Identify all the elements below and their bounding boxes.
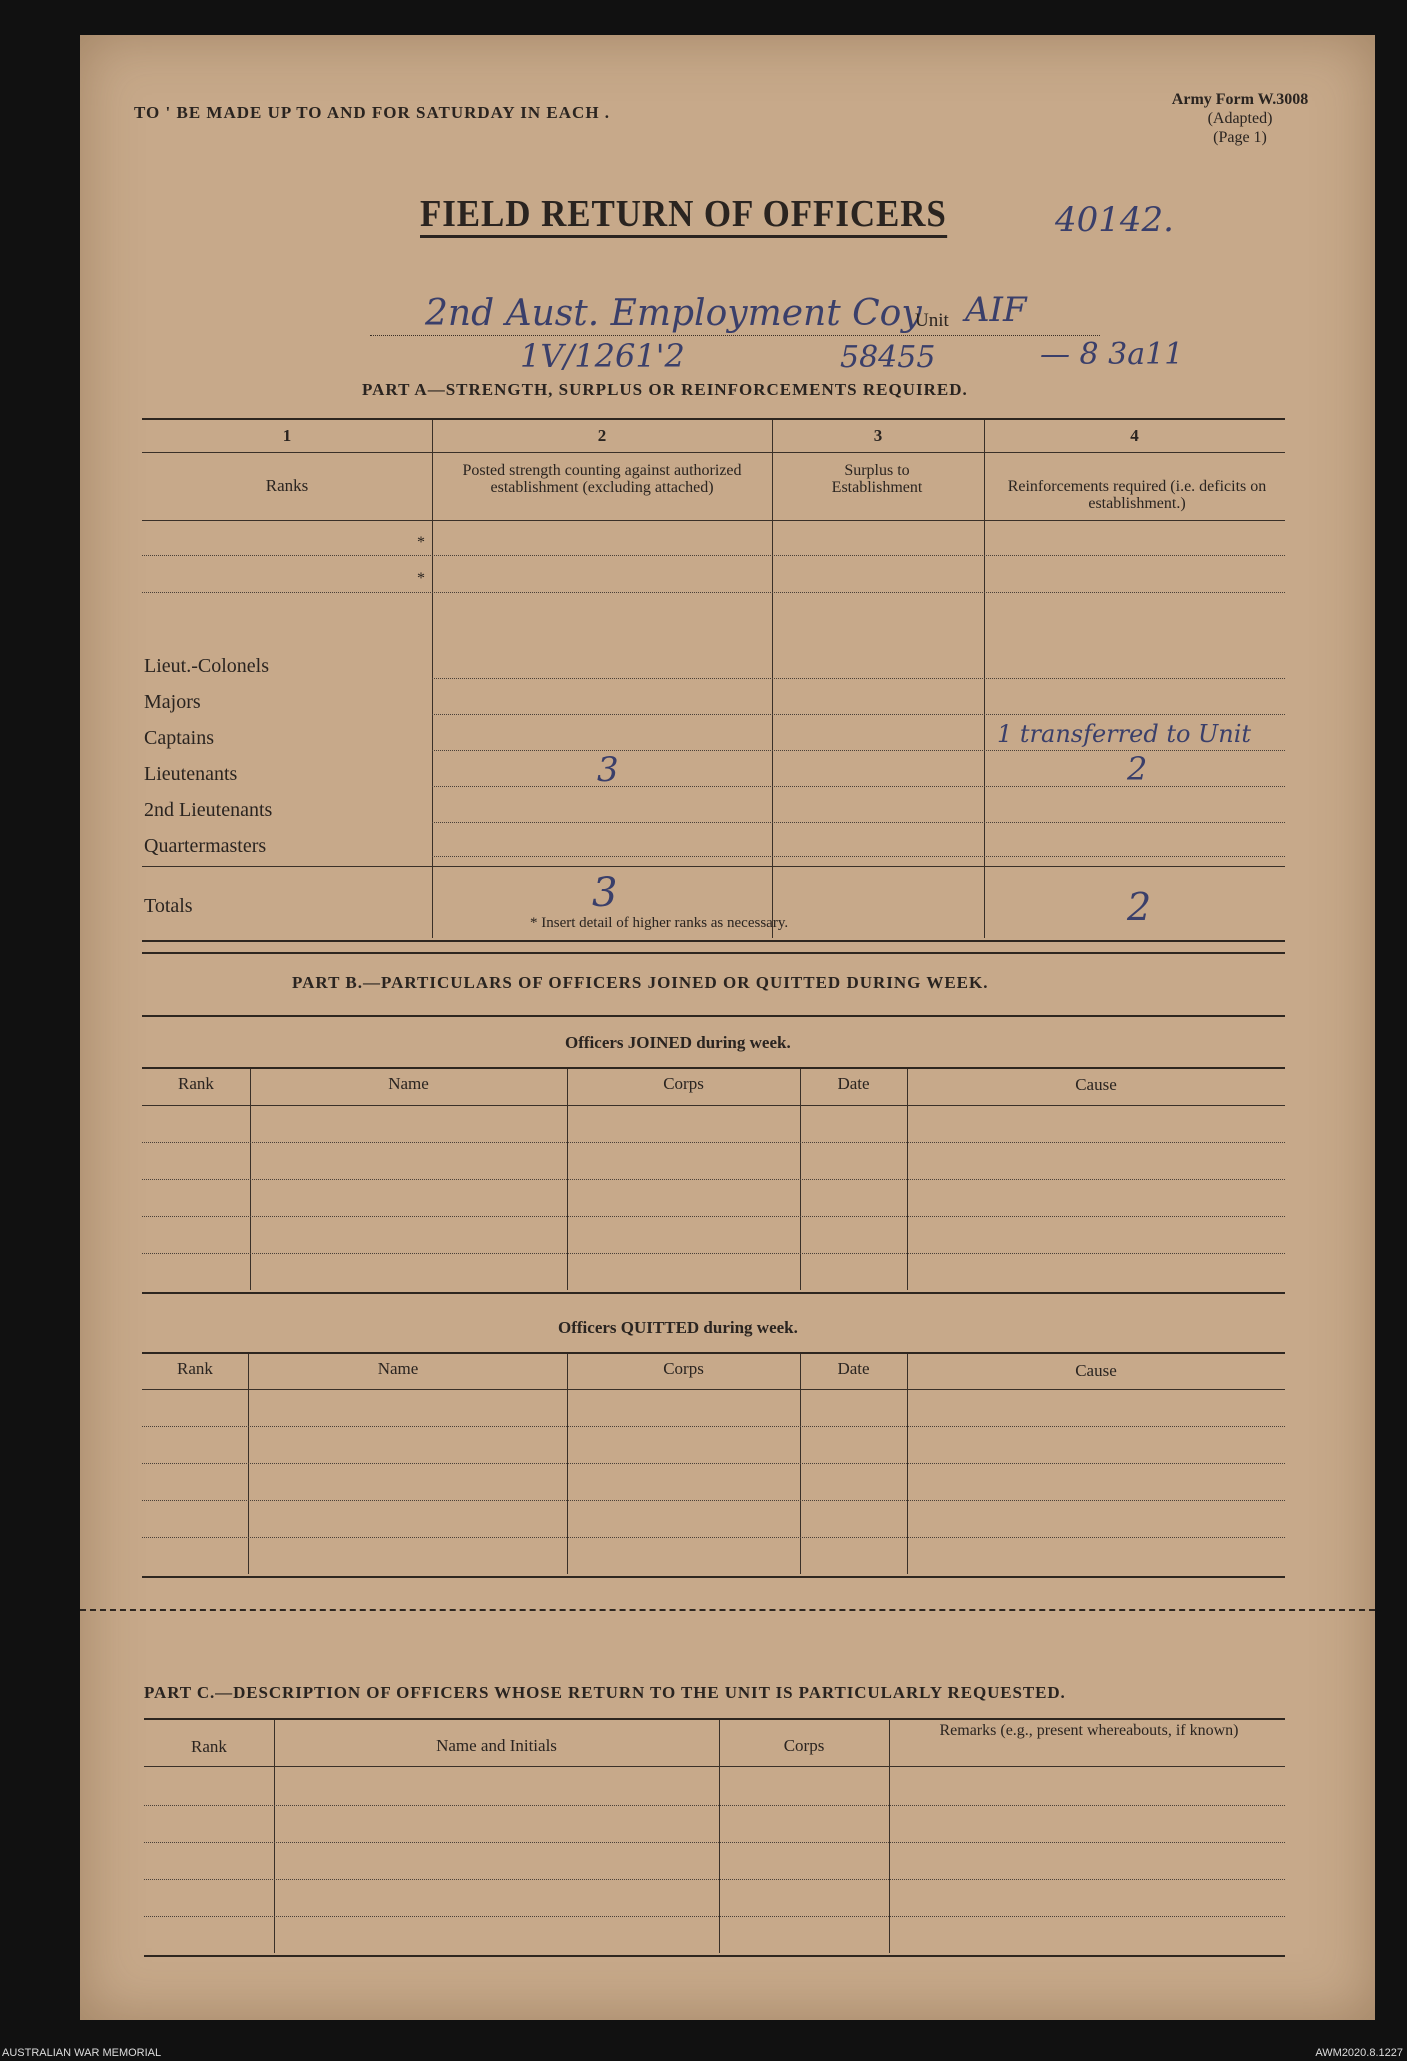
unit-suffix-handwritten: AIF <box>965 290 1027 330</box>
joined-col-name: Name <box>388 1074 429 1093</box>
quitted-col-rank: Rank <box>177 1359 213 1378</box>
quitted-col-corps: Corps <box>663 1359 704 1378</box>
part-c-col-remarks: Remarks (e.g., present whereabouts, if known) <box>939 1722 1239 1739</box>
asterisk-1: * <box>417 534 425 551</box>
col-head-ranks: Ranks <box>265 476 309 495</box>
col-head-posted: Posted strength counting against authorized establishment (excluding attached) <box>462 462 742 496</box>
totals-posted-value: 3 <box>592 870 618 916</box>
part-c-heading: PART C.—DESCRIPTION OF OFFICERS WHOSE RETURN TO THE UNIT IS PARTICULARLY REQUESTED. <box>144 1683 1066 1702</box>
part-a-heading: PART A—STRENGTH, SURPLUS OR REINFORCEMENTS REQUIRED. <box>362 380 968 399</box>
asterisk-2: * <box>417 570 425 587</box>
lieutenants-reinforcement-value: 2 <box>1127 750 1148 788</box>
form-page: (Page 1) <box>1213 129 1267 146</box>
part-a-table <box>142 418 1285 942</box>
tear-line <box>80 1609 1375 1611</box>
rank-quartermasters: Quartermasters <box>144 835 267 857</box>
form-number: Army Form W.3008 <box>1171 91 1309 108</box>
joined-col-corps: Corps <box>663 1074 704 1093</box>
joined-col-date: Date <box>837 1074 870 1093</box>
lieutenants-posted-value: 3 <box>597 750 619 790</box>
footer-left: AUSTRALIAN WAR MEMORIAL <box>2 2047 162 2059</box>
title-note: 40142. <box>1055 200 1174 240</box>
col-number-1: 1 <box>282 426 292 445</box>
unit-handwritten: 2nd Aust. Employment Coy <box>425 293 922 334</box>
rank-2nd-lieutenants: 2nd Lieutenants <box>144 799 273 821</box>
unit-dotted-line <box>370 335 1100 336</box>
totals-label: Totals <box>144 895 193 917</box>
totals-reinforcement-value: 2 <box>1127 885 1152 929</box>
joined-col-rank: Rank <box>178 1074 214 1093</box>
part-c-col-rank: Rank <box>191 1737 227 1756</box>
part-c-table <box>144 1718 1285 1957</box>
part-c-col-name: Name and Initials <box>436 1736 557 1755</box>
rank-majors: Majors <box>144 691 201 713</box>
col-number-2: 2 <box>597 426 607 445</box>
part-b-heading: PART B.—PARTICULARS OF OFFICERS JOINED OR QUITTED DURING WEEK. <box>292 973 989 992</box>
page-title: FIELD RETURN OF OFFICERS <box>420 193 947 238</box>
unit-label: Unit <box>915 310 949 331</box>
part-a-footnote: * Insert detail of higher ranks as necessary. <box>530 915 789 931</box>
joined-label: Officers JOINED during week. <box>565 1033 791 1052</box>
joined-col-cause: Cause <box>1075 1075 1117 1094</box>
col-head-surplus: Surplus to Establishment <box>831 462 923 496</box>
col-number-4: 4 <box>1130 426 1139 445</box>
form-paper <box>80 35 1375 2020</box>
part-c-col-corps: Corps <box>783 1736 825 1755</box>
captains-reinforcement-note: 1 transferred to Unit <box>997 720 1252 748</box>
joined-table <box>142 1067 1285 1294</box>
rank-lieut-colonels: Lieut.-Colonels <box>144 655 269 677</box>
rank-captains: Captains <box>144 727 214 749</box>
quitted-table <box>142 1352 1285 1578</box>
form-adapted: (Adapted) <box>1207 110 1273 127</box>
col-head-reinforcements: Reinforcements required (i.e. deficits on establishment.) <box>1007 478 1267 512</box>
footer-right: AWM2020.8.1227 <box>1315 2047 1403 2059</box>
quitted-col-date: Date <box>837 1359 870 1378</box>
rank-lieutenants: Lieutenants <box>144 763 238 785</box>
col-number-3: 3 <box>873 426 883 445</box>
ref-handwritten-2: 58455 <box>840 340 936 375</box>
quitted-col-name: Name <box>377 1359 419 1378</box>
header-instruction: TO ' BE MADE UP TO AND FOR SATURDAY IN EACH . <box>134 103 611 122</box>
quitted-label: Officers QUITTED during week. <box>558 1318 798 1337</box>
form-number-block <box>1100 90 1380 147</box>
quitted-col-cause: Cause <box>1075 1361 1117 1380</box>
ref-handwritten-1: 1V/1261'2 <box>520 337 685 375</box>
ref-handwritten-3: — 8 3a11 <box>1040 337 1184 372</box>
